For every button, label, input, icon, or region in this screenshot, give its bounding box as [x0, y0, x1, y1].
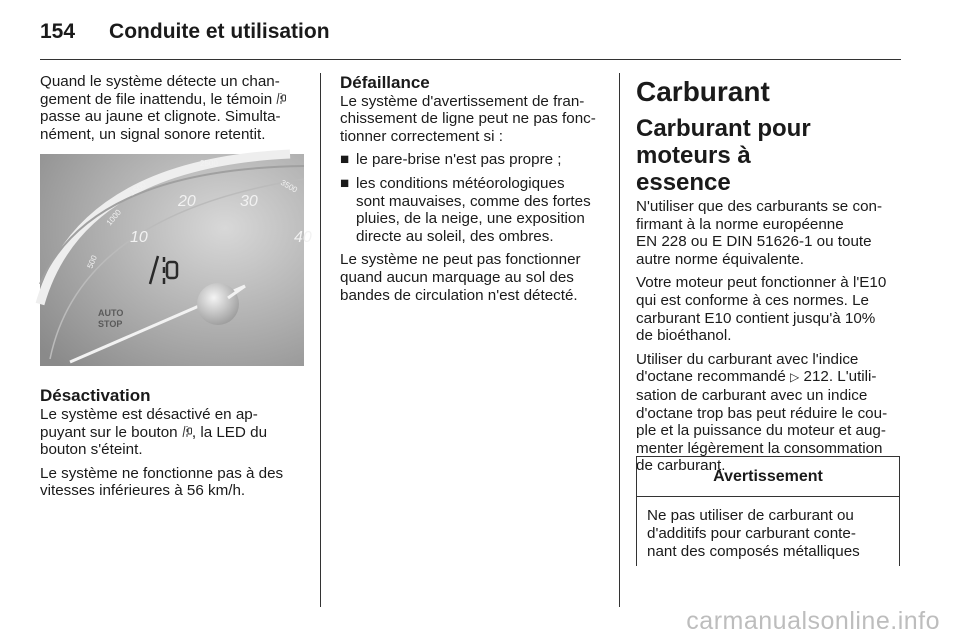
bullet-mark: ■ — [340, 151, 350, 169]
section-title: Carburant — [636, 76, 770, 107]
column-3 — [636, 73, 900, 481]
speed-label: 30 — [240, 193, 258, 211]
deactivation-section: Désactivation Le système est désactivé en ap- puyant sur le bouton , la LED du bouton s'éteint. — [40, 386, 268, 459]
speed-label: 40 — [294, 229, 312, 247]
rpm-label: 1000 — [104, 208, 123, 228]
page-number: 154 — [40, 20, 76, 43]
rpm-label: 1500 — [127, 180, 148, 199]
list-item: ■ le pare-brise n'est pas propre ; — [340, 151, 562, 169]
list-item: ■ les conditions météorologiques sont mauvaises, comme des fortes pluies, de la neige, une exposition directe au soleil, des ombres. — [340, 174, 591, 245]
deactivation-title: Désactivation — [40, 386, 151, 406]
intro-paragraph: Quand le système détecte un chan- gement de file inattendu, le témoin passe au jaune et clignote. Simulta- nément, un signal sonore retentit. — [40, 73, 304, 143]
watermark: carmanualsonline.info — [686, 607, 940, 635]
fuel-standard-paragraph: N'utiliser que des carburants se con- firmant à la norme européenne EN 228 ou E DIN 51626-1 ou toute autre norme équivalente. — [636, 198, 883, 268]
lane-departure-icon — [276, 92, 286, 105]
bullet-mark: ■ — [340, 174, 350, 192]
fault-title: Défaillance — [340, 73, 430, 92]
page-reference-icon[interactable]: ▷ — [790, 370, 800, 385]
instrument-cluster-photo — [40, 154, 312, 366]
chapter-title: Conduite et utilisation — [109, 20, 330, 43]
column-divider-1 — [320, 73, 321, 607]
subsection-title: Carburant pour moteurs à essence — [636, 115, 811, 196]
warning-body: Ne pas utiliser de carburant ou d'additifs pour carburant conte- nant des composés métalliques — [647, 507, 860, 560]
header-rule — [40, 59, 901, 60]
page-reference-link[interactable]: 212. L'utili- — [803, 368, 877, 386]
e10-paragraph: Votre moteur peut fonctionner à l'E10 qui est conforme à ces normes. Le carburant E10 contient jusqu'à 10% de bioéthanol. — [636, 274, 887, 345]
lane-departure-icon — [182, 425, 192, 438]
speed-paragraph: Le système ne fonctionne pas à des vitesses inférieures à 56 km/h. — [40, 464, 284, 500]
no-marking-paragraph: Le système ne peut pas fonctionner quand aucun marquage au sol des bandes de circulation n'est détecté. — [340, 251, 581, 304]
warning-box — [636, 456, 900, 566]
needle-hub — [197, 283, 239, 325]
speed-label: 20 — [178, 193, 196, 211]
speed-label: 10 — [130, 229, 148, 247]
page-header — [40, 20, 330, 46]
rpm-label: 3500 — [279, 178, 299, 196]
rpm-label: 2500 — [200, 159, 218, 169]
auto-stop-label: STOP — [98, 319, 123, 330]
fault-section: Défaillance Le système d'avertissement de fran- chissement de ligne peut ne pas fonc- tionner correctement si : — [340, 73, 596, 145]
column-2 — [340, 73, 604, 310]
column-divider-2 — [619, 73, 620, 607]
column-1 — [40, 73, 312, 506]
auto-stop-label: AUTO — [98, 308, 124, 319]
warning-title: Avertissement — [637, 457, 899, 497]
rpm-label: 500 — [85, 254, 99, 271]
octane-paragraph: Utiliser du carburant avec l'indice d'octane recommandé ▷ 212. L'utili- sation de carburant avec un indice d'octane trop bas peut réduire le cou- ple et la puissance du moteur et aug- menter légèrement la consommation de carburant. — [636, 350, 888, 475]
